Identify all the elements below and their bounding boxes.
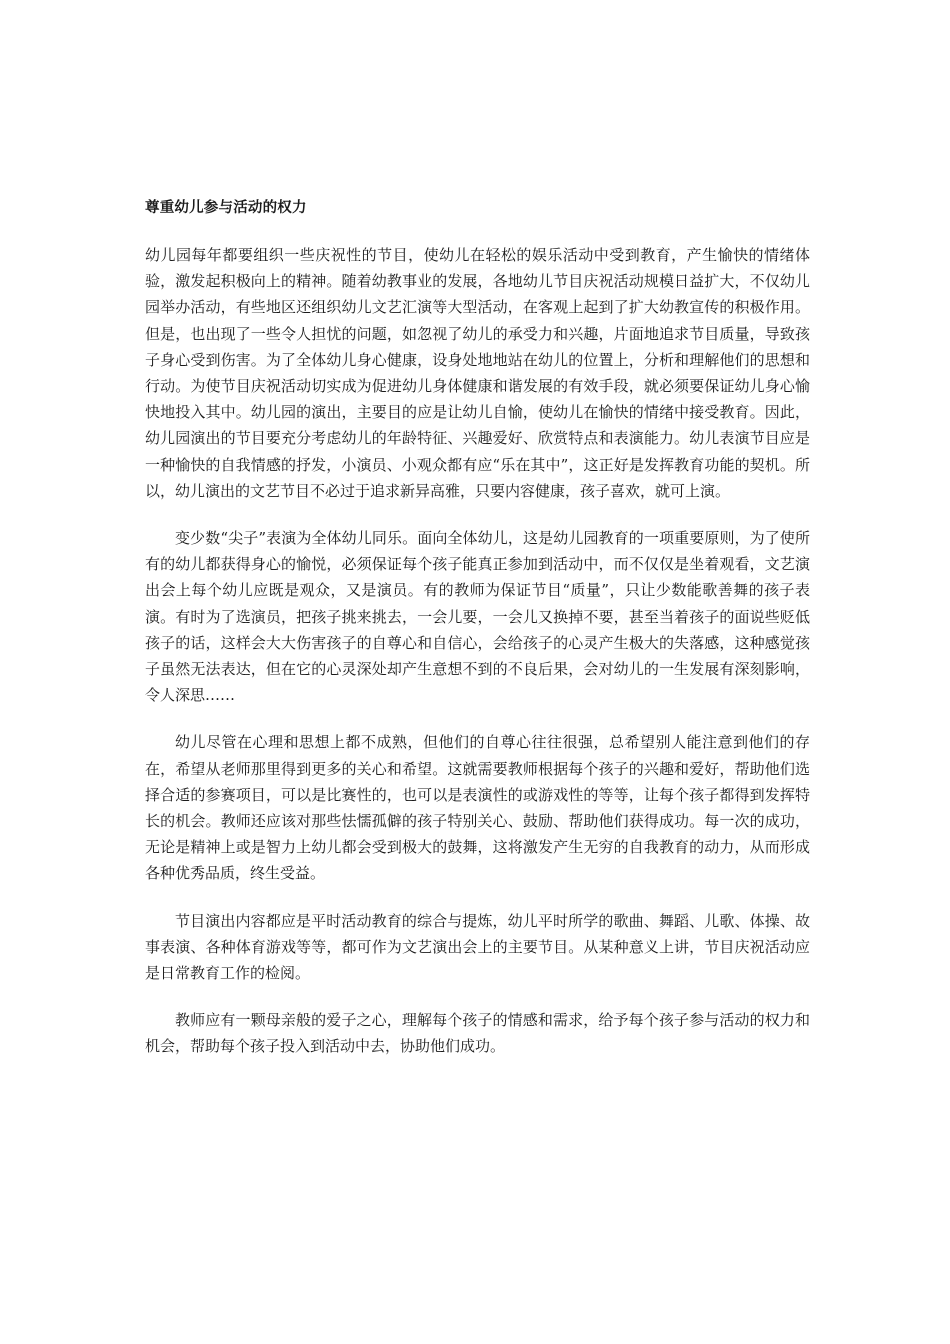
document-page — [145, 196, 810, 1081]
paragraph-intro: 幼儿园每年都要组织一些庆祝性的节目，使幼儿在轻松的娱乐活动中受到教育，产生愉快的情绪体验，激发起积极向上的精神。随着幼教事业的发展，各地幼儿节目庆祝活动规模日益扩大，不仅幼儿园举办活动，有些地区还组织幼儿文艺汇演等大型活动，在客观上起到了扩大幼教宣传的积极作用。但是，也出现了一些令人担忧的问题，如忽视了幼儿的承受力和兴趣，片面地追求节目质量，导致孩子身心受到伤害。为了全体幼儿身心健康，设身处地地站在幼儿的位置上，分析和理解他们的思想和行动。为使节目庆祝活动切实成为促进幼儿身体健康和谐发展的有效手段，就必须要保证幼儿身心愉快地投入其中。幼儿园的演出，主要目的应是让幼儿自愉，使幼儿在愉快的情绪中接受教育。因此，幼儿园演出的节目要充分考虑幼儿的年龄特征、兴趣爱好、欣赏特点和表演能力。幼儿表演节目应是一种愉快的自我情感的抒发，小演员、小观众都有应“乐在其中”，这正好是发挥教育功能的契机。所以，幼儿演出的文艺节目不必过于追求新异高雅，只要内容健康，孩子喜欢，就可上演。 — [145, 246, 810, 500]
paragraph-self-esteem: 幼儿尽管在心理和思想上都不成熟，但他们的自尊心往往很强，总希望别人能注意到他们的存在，希望从老师那里得到更多的关心和希望。这就需要教师根据每个孩子的兴趣和爱好，帮助他们选择合适的参赛项目，可以是比赛性的，也可以是表演性的或游戏性的等等，让每个孩子都得到发挥特长的机会。教师还应该对那些怯懦孤僻的孩子特别关心、鼓励、帮助他们获得成功。每一次的成功，无论是精神上或是智力上幼儿都会受到极大的鼓舞，这将激发产生无穷的自我教育的动力，从而形成各种优秀品质，终生受益。 — [145, 733, 810, 883]
paragraph-all-children: 变少数“尖子”表演为全体幼儿同乐。面向全体幼儿，这是幼儿园教育的一项重要原则，为了使所有的幼儿都获得身心的愉悦，必须保证每个孩子能真正参加到活动中，而不仅仅是坐着观看，文艺演出会上每个幼儿应既是观众，又是演员。有的教师为保证节目“质量”，只让少数能歌善舞的孩子表演。有时为了选演员，把孩子挑来挑去，一会儿要，一会儿又换掉不要，甚至当着孩子的面说些贬低孩子的话，这样会大大伤害孩子的自尊心和自信心，会给孩子的心灵产生极大的失落感，这种感觉孩子虽然无法表达，但在它的心灵深处却产生意想不到的不良后果，会对幼儿的一生发展有深刻影响，令人深思…… — [145, 529, 810, 705]
document-title: 尊重幼儿参与活动的权力 — [145, 200, 307, 216]
paragraph-content: 节目演出内容都应是平时活动教育的综合与提炼，幼儿平时所学的歌曲、舞蹈、儿歌、体操、故事表演、各种体育游戏等等，都可作为文艺演出会上的主要节目。从某种意义上讲，节目庆祝活动应是日常教育工作的检阅。 — [145, 911, 810, 983]
paragraph-teacher: 教师应有一颗母亲般的爱子之心，理解每个孩子的情感和需求，给予每个孩子参与活动的权力和机会，帮助每个孩子投入到活动中去，协助他们成功。 — [145, 1011, 810, 1056]
